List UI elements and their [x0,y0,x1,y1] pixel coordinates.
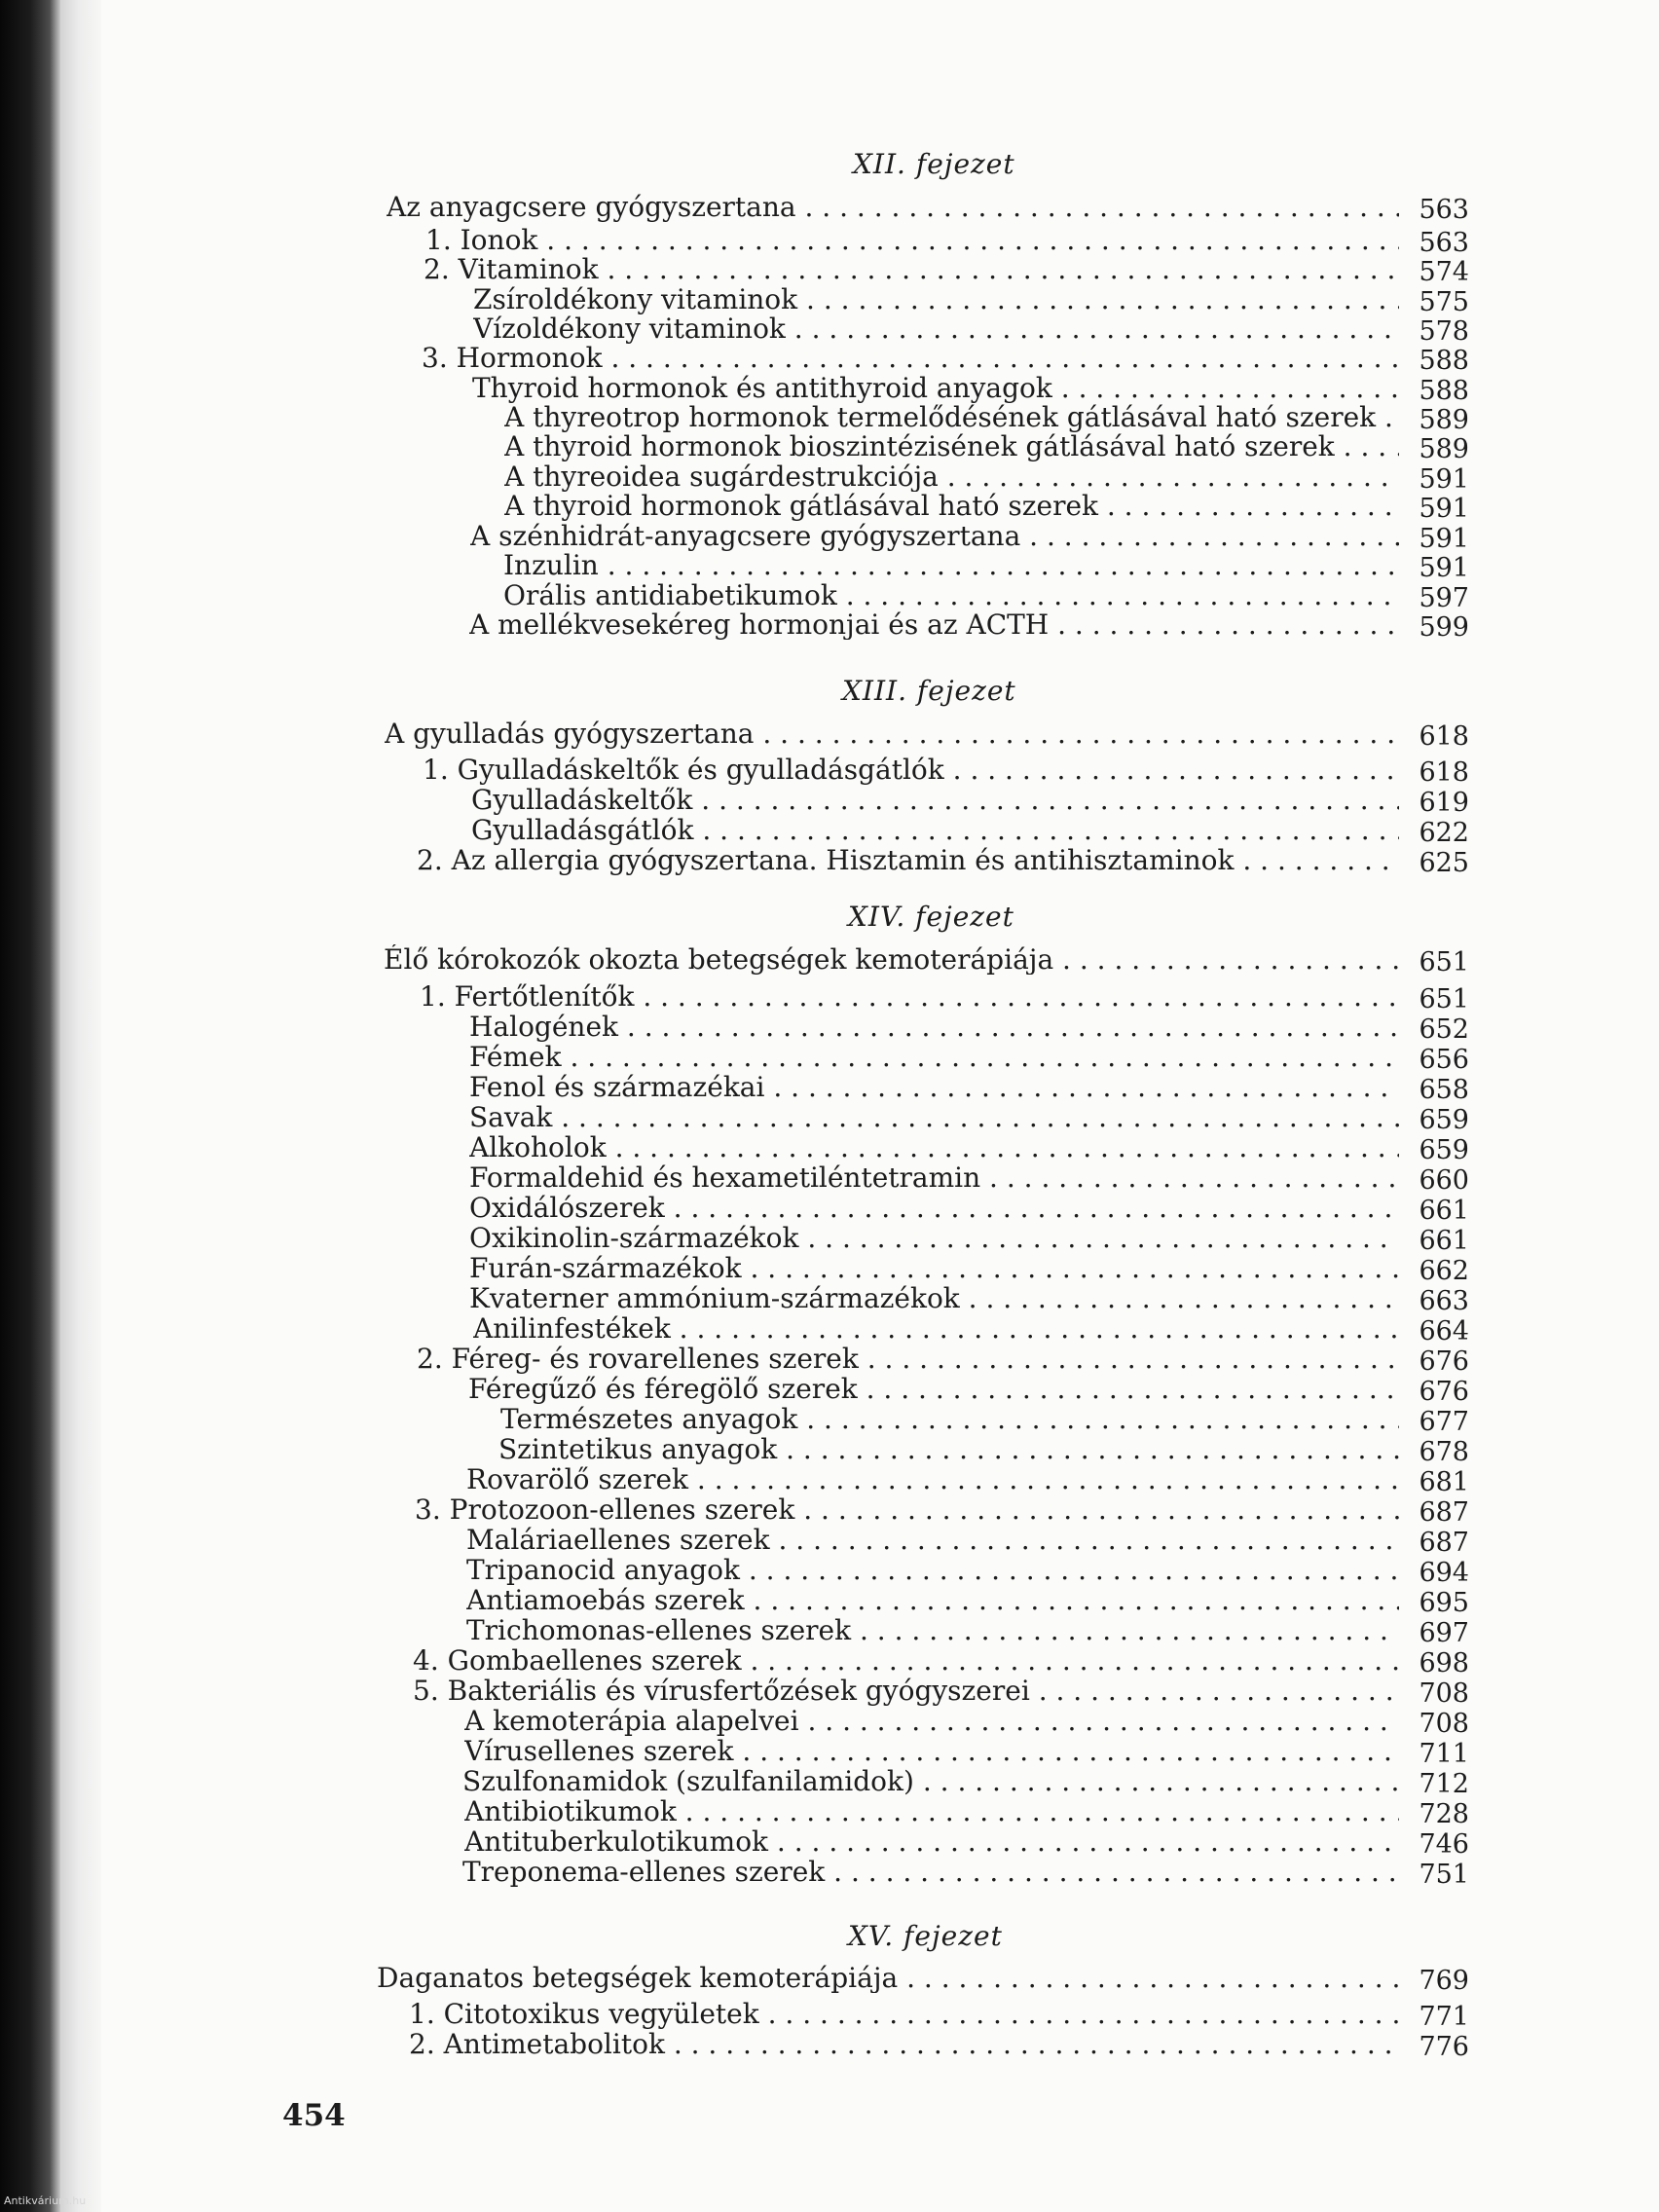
toc-entry-page: 659 [1419,1135,1469,1165]
toc-entry [466,1615,1469,1648]
toc-entry-page: 588 [1419,346,1469,376]
toc-entry [377,1963,1469,1996]
toc-entry [498,1434,1469,1467]
toc-entry-title: Inzulin . . . [503,550,1399,580]
toc-entry-title: Savak . . . [469,1102,1399,1132]
toc-entry-title: Antituberkulotikumok . . . [464,1826,1399,1857]
toc-entry-page: 625 [1419,848,1469,878]
toc-entry-title: Az anyagcsere gyógyszertana . . . [387,192,1399,222]
toc-entry-title: A thyroid hormonok gátlásával ható szerek . . . [504,491,1399,521]
toc-entry-title: Anilinfestékek . . . [473,1313,1399,1344]
toc-entry-title: Thyroid hormonok és antithyroid anyagok . . . [472,373,1399,403]
toc-entry [415,1494,1469,1528]
toc-entry-title: Szulfonamidok (szulfanilamidok) . . . [462,1766,1399,1796]
toc-entry-page: 661 [1419,1226,1469,1256]
toc-entry-page: 728 [1419,1799,1469,1829]
toc-entry-page: 694 [1419,1558,1469,1588]
toc-entry [413,1645,1469,1676]
toc-entry [462,1766,1469,1799]
chapter-heading: XII. fejezet [853,148,1015,180]
toc-entry-page: 651 [1419,984,1469,1014]
toc-entry [469,1223,1469,1256]
toc-entry-page: 687 [1419,1497,1469,1528]
toc-entry [464,1736,1469,1769]
toc-entry-page: 697 [1419,1618,1469,1648]
toc-entry-page: 574 [1419,257,1469,287]
toc-entry-title: Zsíroldékony vitaminok . . . [473,284,1399,314]
toc-entry-page: 563 [1419,228,1469,258]
toc-entry-page: 751 [1419,1860,1469,1890]
toc-entry-title: Oxikinolin-származékok . . . [469,1223,1399,1253]
toc-entry-page: 771 [1419,2002,1469,2032]
toc-entry-page: 575 [1419,287,1469,317]
toc-entry-title: A gyulladás gyógyszertana . . . [385,719,1399,749]
toc-entry-page: 652 [1419,1014,1469,1045]
toc-entry-title: 1. Fertőtlenítők . . . [420,981,1399,1012]
toc-entry-page: 591 [1419,524,1469,554]
toc-entry-title: 2. Az allergia gyógyszertana. Hisztamin és antihisztaminok . . . [417,845,1399,875]
toc-entry [385,719,1469,752]
toc-entry [409,1999,1469,2032]
watermark-text: Antikvárium.hu [4,2194,87,2207]
toc-entry-title: Tripanocid anyagok . . . [466,1555,1399,1585]
toc-entry [464,1706,1469,1739]
toc-entry [471,815,1469,848]
toc-entry-page: 589 [1419,405,1469,435]
toc-entry [413,1676,1469,1709]
toc-entry-page: 591 [1419,553,1469,583]
toc-entry [469,1162,1469,1196]
toc-entry [469,1253,1469,1286]
toc-entry-title: Antibiotikumok . . . [464,1796,1399,1826]
toc-entry [469,1132,1469,1165]
toc-entry-title: Szintetikus anyagok . . . [498,1434,1399,1464]
toc-entry [384,944,1469,975]
toc-entry-page: 746 [1419,1829,1469,1860]
toc-entry [471,785,1469,818]
toc-entry [464,1796,1469,1829]
toc-entry [504,431,1469,464]
toc-entry [503,550,1469,583]
toc-entry-page: 659 [1419,1105,1469,1135]
toc-entry-title: Kvaterner ammónium-származékok . . . [469,1283,1399,1313]
toc-entry [500,1404,1469,1437]
toc-entry-title: A kemoterápia alapelvei . . . [464,1706,1399,1736]
toc-entry-title: Furán-származékok . . . [469,1253,1399,1283]
toc-entry-page: 708 [1419,1709,1469,1739]
toc-entry-title: A thyreotrop hormonok termelődésének gátlásával ható szerek . . . [504,402,1399,432]
toc-entry-title: 2. Antimetabolitok . . . [409,2029,1399,2059]
toc-entry-page: 661 [1419,1196,1469,1226]
toc-entry-title: Trichomonas-ellenes szerek . . . [466,1615,1399,1645]
toc-entry [469,1283,1469,1316]
toc-entry-page: 681 [1419,1467,1469,1497]
toc-entry-title: Vízoldékony vitaminok . . . [473,313,1399,344]
toc-entry [469,609,1469,643]
toc-entry-page: 776 [1419,2032,1469,2062]
toc-entry [423,755,1469,788]
toc-entry [462,1857,1469,1890]
toc-entry-title: A thyroid hormonok bioszintézisének gátlásával ható szerek . . . [504,431,1399,461]
toc-entry-title: 2. Féreg- és rovarellenes szerek . . . [417,1344,1399,1374]
chapter-heading: XIII. fejezet [842,675,1016,707]
toc-entry-title: 4. Gombaellenes szerek . . . [413,1645,1399,1676]
toc-entry [409,2029,1469,2062]
toc-entry-title: Gyulladáskeltők . . . [471,785,1399,815]
toc-entry-title: Vírusellenes szerek . . . [464,1736,1399,1766]
toc-entry-page: 619 [1419,788,1469,818]
toc-entry [469,1072,1469,1105]
toc-entry [469,1102,1469,1135]
toc-entry-page: 588 [1419,376,1469,406]
toc-entry-title: Halogének . . . [469,1012,1399,1042]
toc-entry-page: 651 [1419,947,1469,977]
toc-entry-title: A thyreoidea sugárdestrukciója . . . [504,461,1399,492]
toc-entry-title: Rovarölő szerek . . . [466,1464,1399,1494]
toc-entry-page: 687 [1419,1528,1469,1558]
toc-entry-title: Fenol és származékai . . . [469,1072,1399,1102]
toc-entry-title: Féregűző és féregölő szerek . . . [468,1374,1399,1404]
toc-entry-title: Fémek . . . [469,1042,1399,1072]
toc-entry [472,373,1469,406]
toc-entry-page: 678 [1419,1437,1469,1467]
toc-entry-page: 591 [1419,464,1469,495]
toc-entry-page: 622 [1419,818,1469,848]
toc-entry-title: 1. Citotoxikus vegyületek . . . [409,1999,1399,2029]
toc-entry [470,521,1469,554]
toc-entry [468,1374,1469,1407]
toc-entry-page: 662 [1419,1256,1469,1286]
toc-entry-title: Természetes anyagok . . . [500,1404,1399,1434]
toc-entry-page: 663 [1419,1286,1469,1316]
toc-entry-title: Alkoholok . . . [469,1132,1399,1162]
toc-entry-page: 589 [1419,434,1469,464]
toc-entry-page: 656 [1419,1045,1469,1075]
toc-entry-title: 2. Vitaminok . . . [424,254,1399,284]
toc-entry [473,1313,1469,1344]
toc-entry-page: 698 [1419,1648,1469,1678]
toc-entry [504,402,1469,435]
toc-entry-page: 676 [1419,1377,1469,1407]
toc-entry [466,1585,1469,1618]
toc-entry [387,192,1469,225]
toc-entry-title: A mellékvesekéreg hormonjai és az ACTH . . . [469,609,1399,640]
toc-entry-title: 3. Hormonok . . . [422,343,1399,373]
toc-entry-page: 677 [1419,1407,1469,1437]
toc-entry-page: 618 [1419,757,1469,788]
toc-entry-page: 695 [1419,1588,1469,1618]
toc-entry [503,580,1469,613]
toc-entry-title: 3. Protozoon-ellenes szerek . . . [415,1494,1399,1525]
toc-entry [473,284,1469,317]
toc-entry-page: 578 [1419,316,1469,347]
toc-entry [424,254,1469,287]
toc-entry [466,1525,1469,1558]
toc-entry-page: 708 [1419,1678,1469,1709]
toc-entry [422,343,1469,376]
toc-entry [420,981,1469,1012]
toc-entry-page: 563 [1419,195,1469,225]
toc-entry-page: 711 [1419,1739,1469,1769]
toc-entry-title: Élő kórokozók okozta betegségek kemoterápiája . . . [384,944,1399,975]
toc-entry [469,1042,1469,1075]
toc-entry-page: 658 [1419,1075,1469,1105]
toc-entry-page: 599 [1419,612,1469,643]
toc-entry [504,461,1469,495]
toc-entry [464,1826,1469,1860]
toc-entry [469,1012,1469,1045]
toc-entry-title: Orális antidiabetikumok . . . [503,580,1399,610]
toc-entry-title: Antiamoebás szerek . . . [466,1585,1399,1615]
toc-entry-page: 664 [1419,1316,1469,1346]
toc-entry [469,1193,1469,1226]
toc-entry-title: Oxidálószerek . . . [469,1193,1399,1223]
toc-entry-title: Treponema-ellenes szerek . . . [462,1857,1399,1887]
toc-entry-title: Gyulladásgátlók . . . [471,815,1399,845]
toc-entry-page: 676 [1419,1346,1469,1377]
toc-entry [417,845,1469,878]
toc-entry [417,1344,1469,1377]
toc-entry-title: 5. Bakteriális és vírusfertőzések gyógyszerei . . . [413,1676,1399,1706]
toc-entry [425,225,1469,258]
toc-entry [473,313,1469,347]
toc-entry-title: 1. Gyulladáskeltők és gyulladásgátlók . . . [423,755,1399,785]
toc-entry-title: Formaldehid és hexametiléntetramin . . . [469,1162,1399,1193]
toc-entry [504,491,1469,524]
toc-entry-title: A szénhidrát-anyagcsere gyógyszertana . . . [470,521,1399,551]
toc-entry-page: 591 [1419,494,1469,524]
toc-entry [466,1464,1469,1497]
toc-entry-page: 597 [1419,583,1469,613]
toc-entry-title: Daganatos betegségek kemoterápiája . . . [377,1963,1399,1993]
toc-entry-title: Maláriaellenes szerek . . . [466,1525,1399,1555]
toc-entry-title: 1. Ionok . . . [425,225,1399,255]
toc-entry-page: 712 [1419,1769,1469,1799]
toc-entry [466,1555,1469,1588]
page-number: 454 [282,2098,346,2133]
chapter-heading: XIV. fejezet [848,901,1014,933]
toc-entry-page: 618 [1419,721,1469,752]
chapter-heading: XV. fejezet [848,1920,1003,1952]
toc-entry-page: 769 [1419,1966,1469,1996]
toc-entry-page: 660 [1419,1165,1469,1196]
